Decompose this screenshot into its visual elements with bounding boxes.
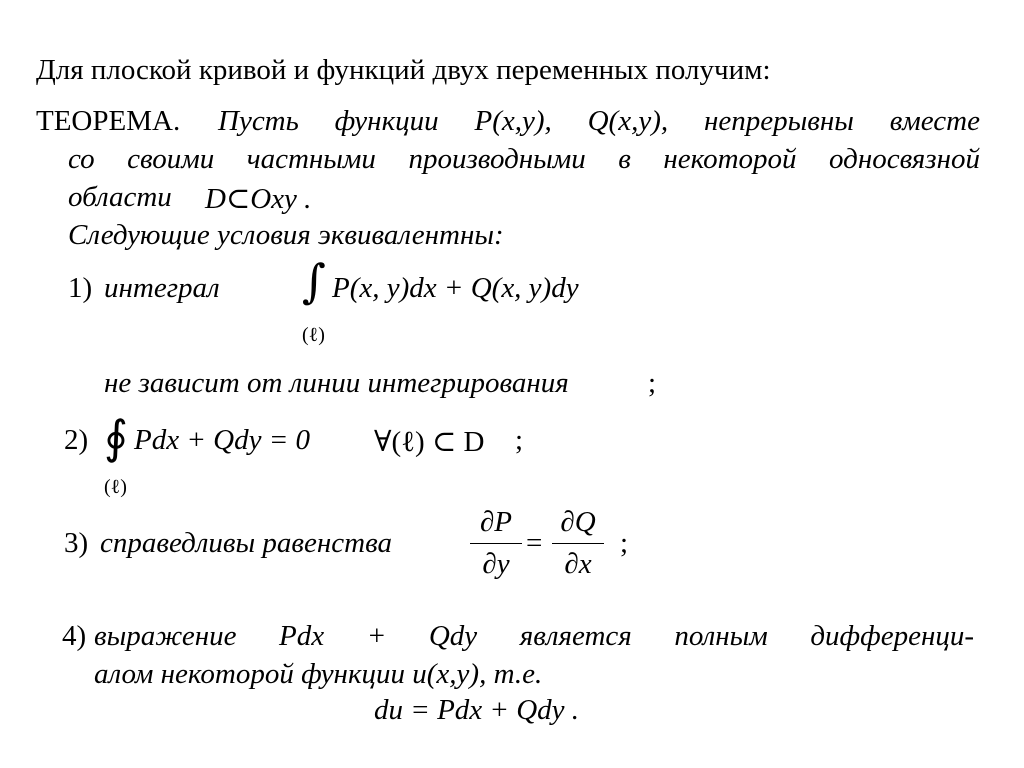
cond3-rhs-numerator: ∂Q <box>560 506 596 538</box>
cond1-integral-sign: ∫ <box>302 254 326 308</box>
cond3-text: справедливы равенства <box>100 527 392 559</box>
cond1-after-punct: ; <box>648 367 657 399</box>
theorem-line-3-math: D⊂Oxy . <box>205 183 312 215</box>
theorem-line-4: Следующие условия эквивалентны: <box>68 219 504 251</box>
theorem-line-1: Пусть функции P(x,y), Q(x,y), непрерывны вместе <box>218 105 980 137</box>
cond4-line-2: алом некоторой функции u(x,y), т.е. <box>94 658 543 690</box>
cond3-lhs-fraction <box>470 506 522 581</box>
theorem-label: ТЕОРЕМА. <box>36 105 181 137</box>
theorem-line-2: со своими частными производными в некоторой односвязной <box>68 143 980 175</box>
cond1-number: 1) <box>68 272 93 304</box>
cond2-quantifier: ∀(ℓ) ⊂ D <box>374 426 485 458</box>
cond2-contour-label: (ℓ) <box>104 476 127 498</box>
fraction-bar <box>470 543 522 544</box>
cond3-punct: ; <box>620 527 629 559</box>
cond1-after-text: не зависит от линии интегрирования <box>104 367 569 399</box>
cond1-contour-label: (ℓ) <box>302 324 325 346</box>
intro-text: Для плоской кривой и функций двух переменных получим: <box>36 54 771 86</box>
cond1-text: интеграл <box>104 272 220 304</box>
cond3-lhs-denominator: ∂y <box>482 548 510 580</box>
theorem-line-3-text: области <box>68 181 172 213</box>
cond2-equation: Pdx + Qdy = 0 <box>134 424 311 456</box>
cond3-rhs-fraction <box>552 506 604 581</box>
cond3-equals: = <box>526 527 543 559</box>
cond3-rhs-denominator: ∂x <box>564 548 592 580</box>
cond4-line-1: выражение Pdx + Qdy является полным дифференци- <box>94 620 974 652</box>
cond3-number: 3) <box>64 527 89 559</box>
cond4-number: 4) <box>62 620 87 652</box>
cond3-lhs-numerator: ∂P <box>479 506 513 538</box>
cond2-number: 2) <box>64 424 89 456</box>
cond4-formula: du = Pdx + Qdy . <box>374 694 580 726</box>
fraction-bar <box>552 543 604 544</box>
cond1-integrand: P(x, y)dx + Q(x, y)dy <box>332 272 579 304</box>
cond2-contour-integral-sign: ∮ <box>104 410 128 464</box>
cond2-punct: ; <box>515 424 524 456</box>
